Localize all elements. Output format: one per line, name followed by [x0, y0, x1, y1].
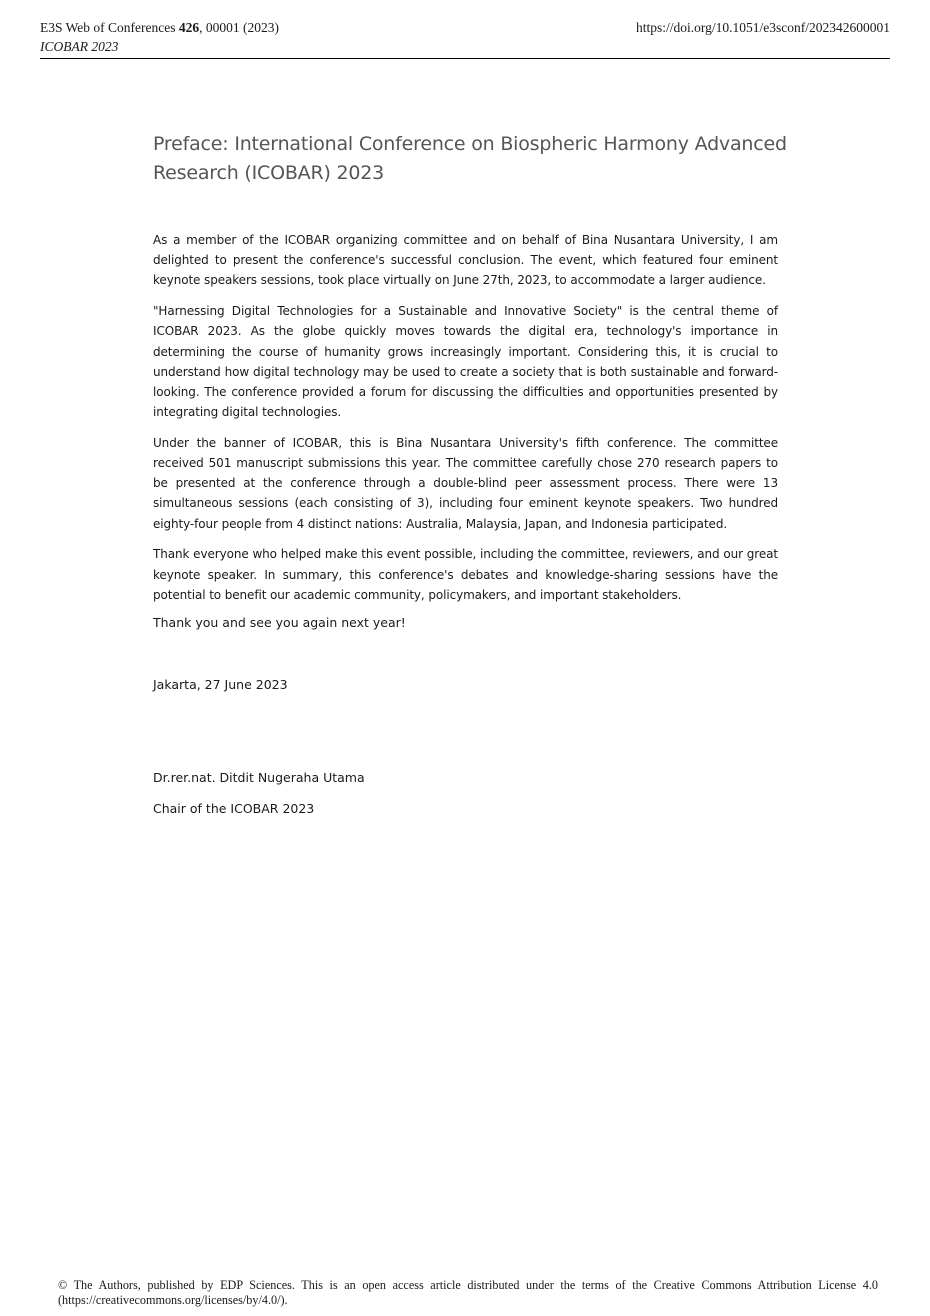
article-number: , 00001 (2023) [199, 20, 280, 35]
signatory-role: Chair of the ICOBAR 2023 [153, 801, 315, 816]
journal-name: E3S Web of Conferences [40, 20, 179, 35]
closing-line: Thank you and see you again next year! [153, 615, 406, 630]
conference-venue: ICOBAR 2023 [40, 39, 119, 54]
doi-link[interactable]: https://doi.org/10.1051/e3sconf/202342600001 [636, 20, 890, 35]
header-left [40, 18, 279, 56]
license-footer: © The Authors, published by EDP Sciences. This is an open access article distributed under the terms of the Creative Commons Attribution License 4.0 (https://creativecommons.org/licenses/by/4.0/). [58, 1278, 878, 1307]
paragraph: Thank everyone who helped make this event possible, including the committee, reviewers, and our great keynote speaker. In summary, this conference's debates and knowledge-sharing sessions have the potential to benefit our academic community, policymakers, and important stakeholders. [153, 547, 778, 602]
page-title: Preface: International Conference on Biospheric Harmony Advanced Research (ICOBAR) 2023 [153, 133, 787, 184]
paragraph: As a member of the ICOBAR organizing committee and on behalf of Bina Nusantara University, I am delighted to present the conference's successful conclusion. The event, which featured four eminent keynote speakers sessions, took place virtually on June 27th, 2023, to accommodate a larger audience. [153, 233, 778, 288]
journal-citation [40, 18, 279, 37]
paragraph: Under the banner of ICOBAR, this is Bina Nusantara University's fifth conference. The committee received 501 manuscript submissions this year. The committee carefully chose 270 research papers to be presented at the conference through a double-blind peer assessment process. There were 13 simultaneous sessions (each consisting of 3), including four eminent keynote speakers. Two hundred eighty-four people from 4 distinct nations: Australia, Malaysia, Japan, and Indonesia participated. [153, 435, 778, 531]
place-date: Jakarta, 27 June 2023 [153, 677, 288, 692]
volume-number: 426 [178, 20, 200, 35]
preface-body [153, 230, 778, 615]
signatory-name: Dr.rer.nat. Ditdit Nugeraha Utama [153, 770, 365, 785]
running-header [40, 18, 890, 59]
paragraph: "Harnessing Digital Technologies for a Sustainable and Innovative Society" is the central theme of ICOBAR 2023. As the globe quickly moves towards the digital era, technology's importance in determining the course of humanity grows increasingly important. Considering this, it is crucial to understand how digital technology may be used to create a society that is both sustainable and forward-looking. The conference provided a forum for discussing the difficulties and opportunities presented by integrating digital technologies. [153, 304, 778, 420]
